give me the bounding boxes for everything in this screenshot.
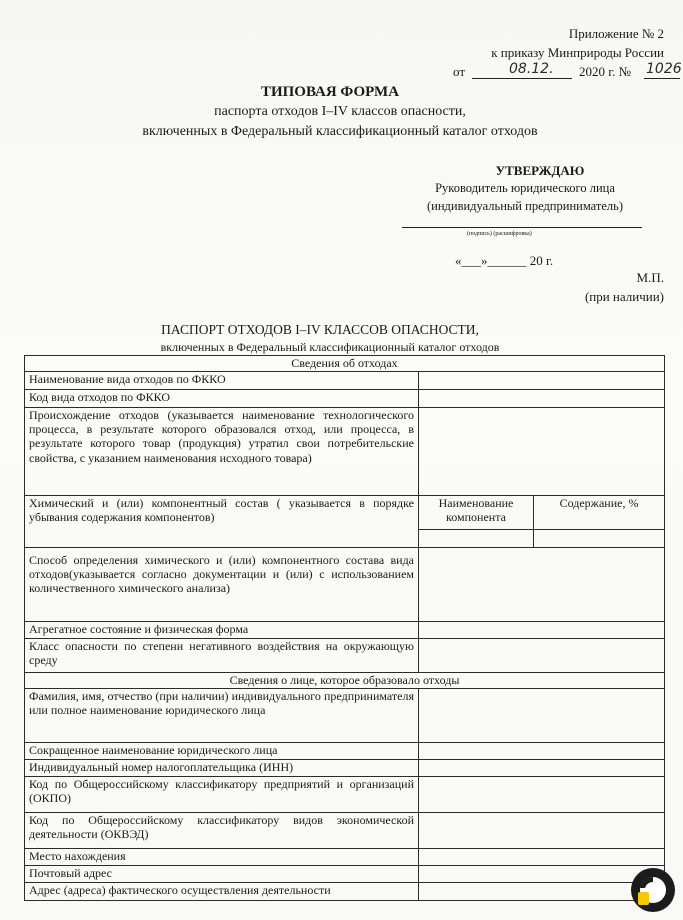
value-cell[interactable] [419, 743, 665, 760]
passport-title: ПАСПОРТ ОТХОДОВ I–IV КЛАССОВ ОПАСНОСТИ, [161, 322, 479, 337]
date-underline [472, 78, 572, 79]
value-cell[interactable] [419, 866, 665, 883]
passport-subtitle: включенных в Федеральный классификационный каталог отходов [160, 340, 500, 354]
row-label-waste-name: Наименование вида отходов по ФККО [25, 372, 419, 390]
form-subtitle-2: включенных в Федеральный классификационный каталог отходов [142, 124, 538, 139]
order-label: к приказу Минприроды России [491, 45, 664, 60]
row-label-hazard-class: Класс опасности по степени негативного воздействия на окружающую среду [25, 639, 419, 673]
brand-logo-icon [629, 866, 677, 914]
table-row [25, 548, 665, 622]
section-header-waste: Сведения об отходах [25, 356, 665, 372]
value-cell[interactable] [419, 689, 665, 743]
value-cell[interactable] [419, 548, 665, 622]
signature-line [402, 227, 642, 228]
date-year: 2020 г. № [579, 64, 632, 79]
value-cell[interactable] [419, 372, 665, 390]
row-label-inn: Индивидуальный номер налогоплательщика (ИНН) [25, 760, 419, 777]
table-row [25, 866, 665, 883]
row-label-method: Способ определения химического и (или) компонентного состава вида отходов(указывается согласно документации и (или) с использованием количественного химического анализа) [25, 548, 419, 622]
column-header-content: Содержание, % [534, 496, 665, 530]
stamp-label: М.П. [636, 270, 664, 285]
passport-table [24, 355, 665, 901]
logo-accent [638, 892, 649, 905]
approval-heading: УТВЕРЖДАЮ [495, 163, 585, 178]
row-label-composition: Химический и (или) компонентный состав ( указывается в порядке убывания содержания компонентов) [25, 496, 419, 548]
table-row [25, 813, 665, 849]
value-cell[interactable] [419, 883, 665, 901]
number-underline [644, 78, 680, 79]
order-number: 1026 [646, 61, 682, 77]
table-row [25, 849, 665, 866]
value-cell[interactable] [419, 849, 665, 866]
value-cell[interactable] [419, 760, 665, 777]
table-row [25, 777, 665, 813]
stamp-note: (при наличии) [584, 289, 664, 304]
table-row [25, 408, 665, 496]
approval-position: Руководитель юридического лица [435, 181, 615, 195]
value-cell[interactable] [419, 813, 665, 849]
row-label-state: Агрегатное состояние и физическая форма [25, 622, 419, 639]
row-label-short-name: Сокращенное наименование юридического лица [25, 743, 419, 760]
row-label-owner-name: Фамилия, имя, отчество (при наличии) индивидуального предпринимателя или полное наименование юридического лица [25, 689, 419, 743]
row-label-activity-address: Адрес (адреса) фактического осуществления деятельности [25, 883, 419, 901]
value-cell[interactable] [419, 408, 665, 496]
signature-caption: (подпись) (расшифровка) [467, 231, 532, 237]
table-row [25, 372, 665, 390]
value-cell[interactable] [534, 530, 665, 548]
table-row [25, 639, 665, 673]
row-label-location: Место нахождения [25, 849, 419, 866]
table-row [25, 883, 665, 901]
table-row [25, 743, 665, 760]
table-row [25, 356, 665, 372]
table-row [25, 673, 665, 689]
form-title: ТИПОВАЯ ФОРМА [260, 84, 400, 100]
row-label-postal-address: Почтовый адрес [25, 866, 419, 883]
approval-date: «___»______ 20 г. [455, 253, 554, 268]
column-header-component: Наименование компонента [419, 496, 534, 530]
row-label-okved: Код по Общероссийскому классификатору видов экономической деятельности (ОКВЭД) [25, 813, 419, 849]
value-cell[interactable] [419, 639, 665, 673]
table-row [25, 390, 665, 408]
value-cell[interactable] [419, 777, 665, 813]
row-label-okpo: Код по Общероссийскому классификатору предприятий и организаций (ОКПО) [25, 777, 419, 813]
appendix-label: Приложение № 2 [568, 26, 664, 41]
row-label-origin: Происхождение отходов (указывается наименование технологического процесса, в результате которого образовался отход, или процесса, в результате которого товар (продукция) утратил свои потребительские свойства, с указанием наименования исходного товара) [25, 408, 419, 496]
section-header-producer: Сведения о лице, которое образовало отходы [25, 673, 665, 689]
approval-position-note: (индивидуальный предприниматель) [427, 199, 623, 213]
value-cell[interactable] [419, 390, 665, 408]
form-subtitle-1: паспорта отходов I–IV классов опасности, [214, 104, 466, 119]
value-cell[interactable] [419, 622, 665, 639]
table-row [25, 496, 665, 530]
row-label-waste-code: Код вида отходов по ФККО [25, 390, 419, 408]
table-row [25, 760, 665, 777]
table-row [25, 622, 665, 639]
table-row [25, 689, 665, 743]
date-prefix: от [453, 64, 466, 79]
order-date: 08.12. [509, 61, 554, 77]
value-cell[interactable] [419, 530, 534, 548]
